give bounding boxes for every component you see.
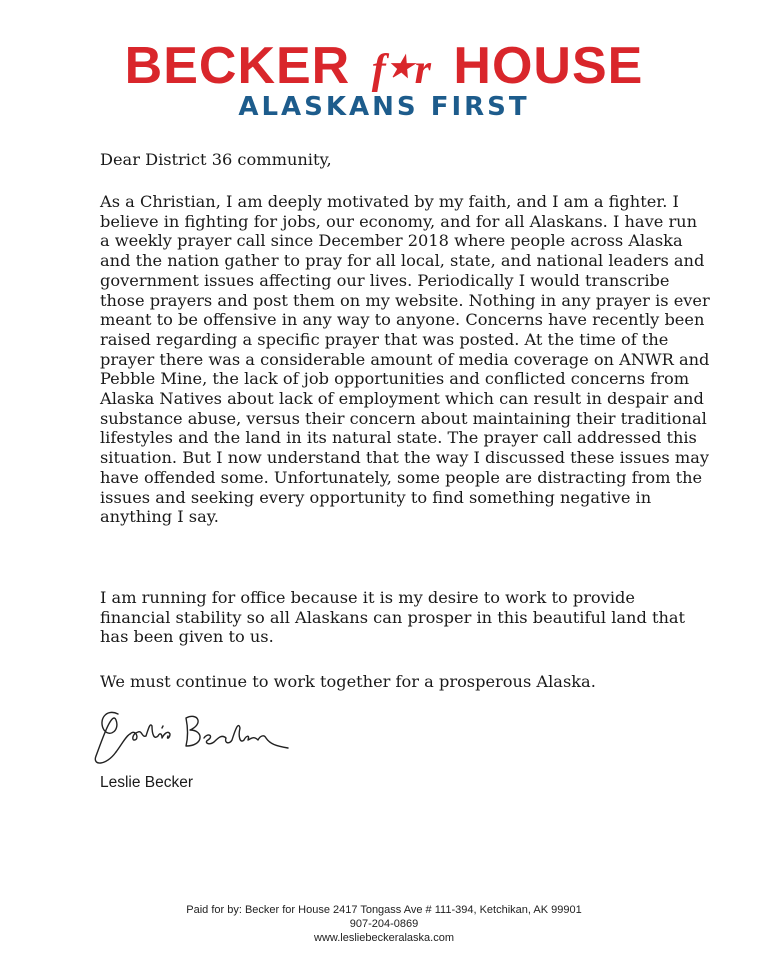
paid-for-line: Paid for by: Becker for House 2417 Tongass Ave # 111-394, Ketchikan, AK 99901 [186, 904, 582, 916]
signer-name: Leslie Becker [100, 774, 194, 791]
star-icon: ★ [386, 51, 415, 84]
title-name: BECKER [124, 37, 351, 95]
letter-paragraph-2: I am running for office because it is my desire to work to provide financial stability so all Alaskans can prosper in this beautiful land that has been given to us. [100, 588, 686, 647]
title-for-f: f [371, 47, 387, 93]
letter-greeting: Dear District 36 community, [100, 150, 332, 169]
title-for-r: r [414, 47, 432, 93]
phone-number: 907-204-0869 [349, 918, 419, 930]
letter-paragraph-1: As a Christian, I am deeply motivated by my faith, and I am a fighter. I believe in fighting for jobs, our economy, and for all Alaskans. I have run a weekly prayer call since December 2018 where people across Alaska and the nation gather to pray for all local, state, and national leaders and government issues affecting our lives. Periodically I would transcribe those prayers and post them on my website. Nothing in any prayer is ever meant to be offensive in any way to anyone. Concerns have recently been raised regarding a specific prayer that was posted. At the time of the prayer there was a considerable amount of media coverage on ANWR and Pebble Mine, the lack of job opportunities and conflicted concerns from Alaska Natives about lack of employment which can result in despair and substance abuse, versus their concern about maintaining their traditional lifestyles and the land in its natural state. The prayer call addressed this situation. But I now understand that the way I discussed these issues may have offended some. Unfortunately, some people are distracting from the issues and seeking every opportunity to find something negative in anything I say. [100, 192, 710, 527]
website-url: www.lesliebeckeralaska.com [314, 932, 454, 944]
handwritten-signature [88, 700, 318, 770]
title-office: HOUSE [453, 37, 644, 95]
title-for [372, 47, 432, 93]
footer [0, 903, 768, 945]
campaign-slogan: ALASKANS FIRST [238, 92, 530, 122]
campaign-title [0, 38, 768, 98]
letter-paragraph-3: We must continue to work together for a prosperous Alaska. [100, 672, 596, 691]
